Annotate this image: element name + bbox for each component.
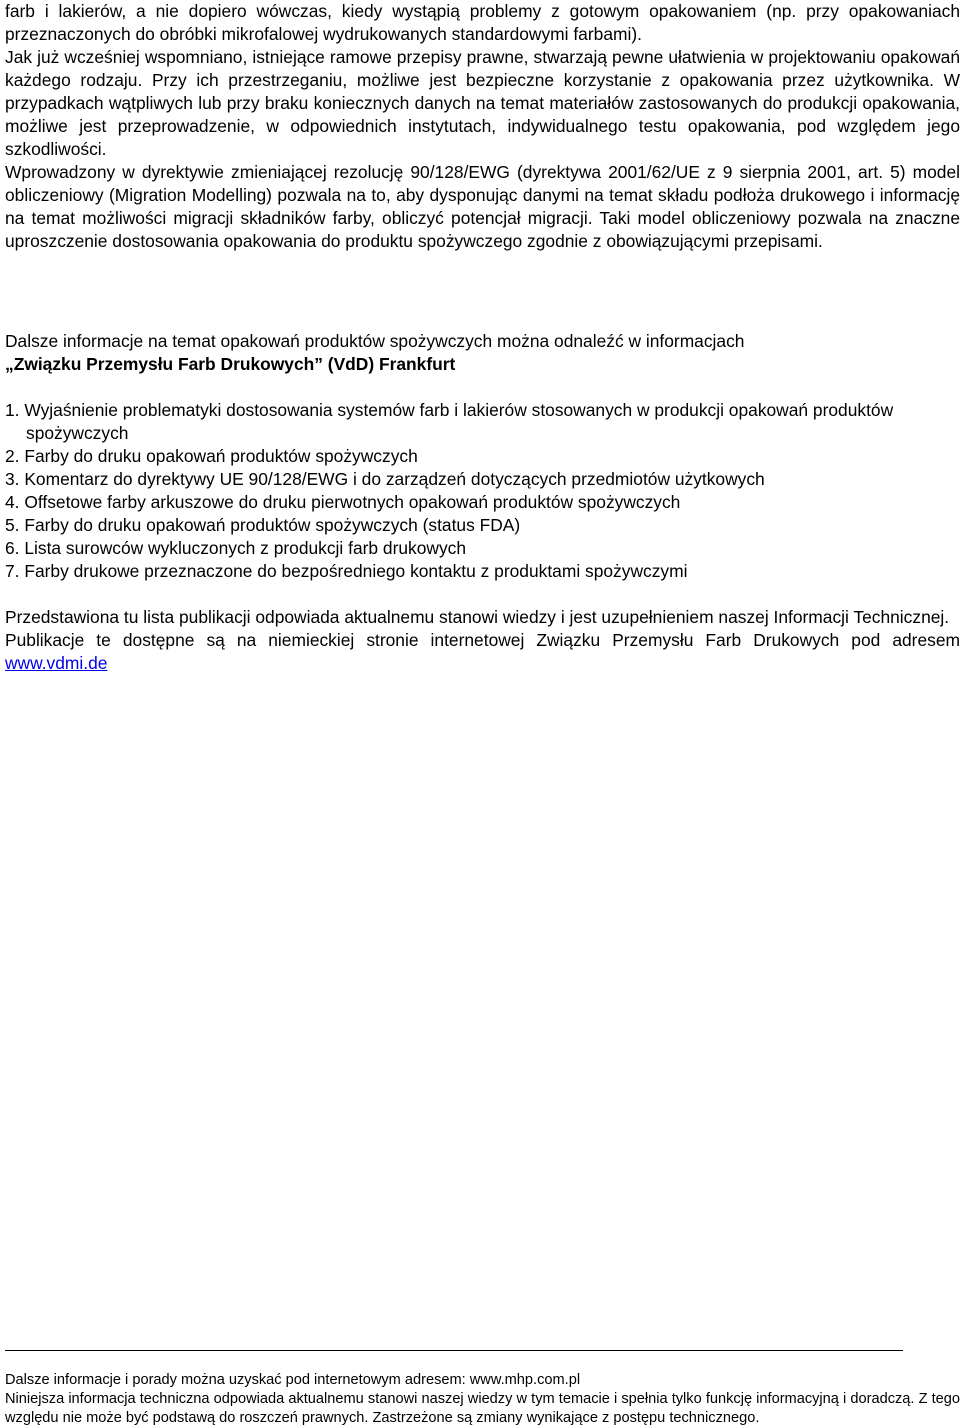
publication-item: 7. Farby drukowe przeznaczone do bezpośredniego kontaktu z produktami spożywczymi [5, 561, 688, 581]
footer-line-1: Dalsze informacje i porady można uzyskać pod internetowym adresem: www.mhp.com.pl [5, 1372, 581, 1388]
vdmi-link[interactable]: www.vdmi.de [5, 653, 108, 673]
closing-paragraph-1: Przedstawiona tu lista publikacji odpowiada aktualnemu stanowi wiedzy i jest uzupełnieniem naszej Informacji Technicznej. [5, 607, 950, 627]
body-paragraph-1: farb i lakierów, a nie dopiero wówczas, kiedy wystąpią problemy z gotowym opakowaniem (np. przy opakowaniach przeznaczonych do obróbki mikrofalowej wydrukowanych standardowymi farbami). [5, 1, 960, 44]
spacer [5, 253, 960, 330]
publication-item: 4. Offsetowe farby arkuszowe do druku pierwotnych opakowań produktów spożywczych [5, 492, 681, 512]
publication-item: 1. Wyjaśnienie problematyki dostosowania systemów farb i lakierów stosowanych w produkcji opakowań produktów spożywczych [5, 400, 894, 443]
publication-item: 5. Farby do druku opakowań produktów spożywczych (status FDA) [5, 515, 521, 535]
closing-paragraph-2 [5, 629, 960, 675]
more-info-intro: Dalsze informacje na temat opakowań produktów spożywczych można odnaleźć w informacjach [5, 331, 745, 351]
more-info-source: „Związku Przemysłu Farb Drukowych” (VdD) Frankfurt [5, 354, 456, 374]
closing-paragraph-2-text: Publikacje te dostępne są na niemieckiej stronie internetowej Związku Przemysłu Farb Drukowych pod adresem [5, 630, 960, 650]
spacer [5, 376, 960, 399]
publication-item: 6. Lista surowców wykluczonych z produkcji farb drukowych [5, 538, 467, 558]
body-paragraph-2: Jak już wcześniej wspomniano, istniejące ramowe przepisy prawne, stwarzają pewne ułatwienia w projektowaniu opakowań każdego rodzaju. Przy ich przestrzeganiu, możliwe jest bezpieczne korzystanie z opakowania przez użytkownika. W przypadkach wątpliwych lub przy braku koniecznych danych na temat materiałów zastosowanych do produkcji opakowania, możliwe jest przeprowadzenie, w odpowiednich instytutach, indywidualnego testu opakowania, pod względem jego szkodliwości. [5, 47, 960, 159]
body-paragraph-3: Wprowadzony w dyrektywie zmieniającej rezolucję 90/128/EWG (dyrektywa 2001/62/UE z 9 sierpnia 2001, art. 5) model obliczeniowy (Migration Modelling) pozwala na to, aby dysponując danymi na temat składu podłoża drukowego i informację na temat możliwości migracji składników farby, obliczyć potencjał migracji. Taki model obliczeniowy pozwala na znaczne uproszczenie dostosowania opakowania do produktu spożywczego zgodnie z obowiązującymi przepisami. [5, 162, 960, 251]
publication-item: 2. Farby do druku opakowań produktów spożywczych [5, 446, 418, 466]
footer-line-2: Niniejsza informacja techniczna odpowiada aktualnemu stanowi naszej wiedzy w tym temacie i spełnia tylko funkcję informacyjną i doradczą. Z tego względu nie może być podstawą do roszczeń prawnych. Zastrzeżone są zmiany wynikające z postępu technicznego. [5, 1391, 960, 1426]
publication-item: 3. Komentarz do dyrektywy UE 90/128/EWG i do zarządzeń dotyczących przedmiotów użytkowych [5, 469, 765, 489]
spacer [5, 583, 960, 606]
publications-list [5, 399, 960, 583]
footer-divider [5, 1350, 903, 1351]
page-footer [5, 1350, 960, 1428]
document-page [5, 0, 960, 675]
